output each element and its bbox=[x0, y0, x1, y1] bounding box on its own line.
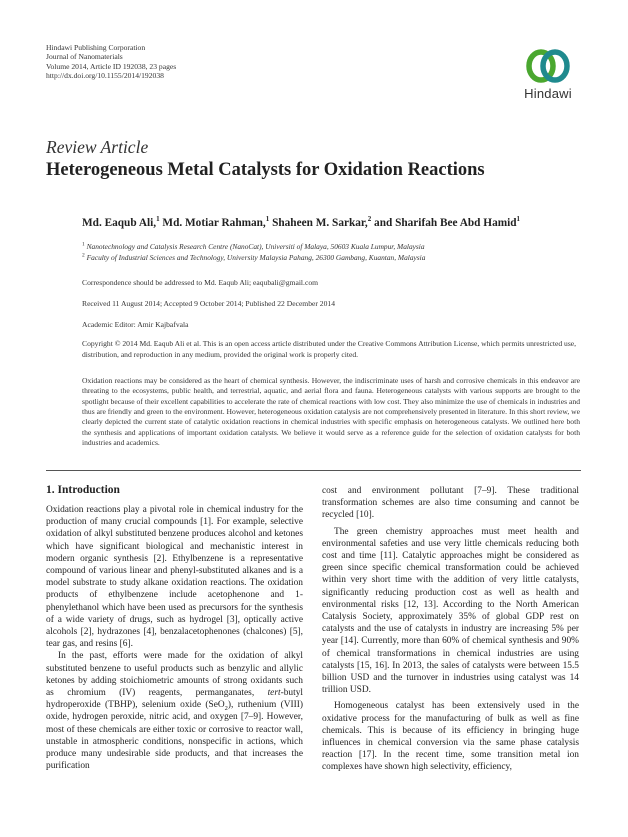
left-column bbox=[46, 504, 303, 772]
affiliation-2 bbox=[82, 252, 425, 263]
article-title: Heterogeneous Metal Catalysts for Oxidation Reactions bbox=[46, 160, 485, 180]
author-affiliation-mark: 2 bbox=[367, 215, 372, 224]
correspondence: Correspondence should be addressed to Md. Eaqub Ali; eaqubali@gmail.com bbox=[82, 278, 319, 287]
affiliations bbox=[82, 241, 425, 263]
affiliation-text: Faculty of Industrial Sciences and Technology, University Malaysia Pahang, 26300 Gambang, Kuantan, Malaysia bbox=[84, 253, 426, 262]
publisher-name: Hindawi Publishing Corporation bbox=[46, 43, 146, 52]
paragraph: cost and environment pollutant [7–9]. These traditional transformation schemes are also time consuming and cannot be recycled [10]. bbox=[322, 486, 579, 521]
article-dates: Received 11 August 2014; Accepted 9 October 2014; Published 22 December 2014 bbox=[82, 299, 335, 308]
author-affiliation-mark: 1 bbox=[265, 215, 270, 224]
right-column bbox=[322, 485, 579, 774]
author-name: Md. Motiar Rahman, bbox=[159, 217, 266, 229]
author-affiliation-mark: 1 bbox=[516, 215, 521, 224]
logo-wordmark: Hindawi bbox=[524, 86, 572, 101]
doi-link[interactable]: http://dx.doi.org/10.1155/2014/192038 bbox=[46, 71, 164, 81]
article-type: Review Article bbox=[46, 137, 149, 157]
affiliation-1 bbox=[82, 241, 425, 252]
journal-name: Journal of Nanomaterials bbox=[46, 52, 123, 62]
affiliation-mark: 2 bbox=[82, 252, 85, 259]
academic-editor: Academic Editor: Amir Kajbafvala bbox=[82, 320, 189, 329]
section-divider bbox=[46, 470, 581, 471]
subscript: 2 bbox=[224, 705, 228, 713]
abstract: Oxidation reactions may be considered as the heart of chemical synthesis. However, the indiscriminate uses of harsh and corrosive chemicals in this endeavor are threating to the ecosystems, public health, and terrestrial, aquatic, and aerial flora and fauna. Heterogeneous catalysts with various supports are brought to the spotlight because of their excellent capabilities to accelerate the rate of chemical reactions with low cost. They also minimize the use of chemicals in industries and thus are friendly and green to the environment. However, heterogeneous oxidation catalysis are not comprehensively presented in literature. In this short review, we clearly depicted the current state of catalytic oxidation reactions in chemical industries with specific emphasis on heterogeneous catalysts. We outlined here both the synthesis and applications of important oxidation catalysts. We believe it would serve as a reference guide for the selection of oxidation catalysts for both industries and academics. bbox=[82, 376, 580, 448]
paragraph bbox=[46, 650, 303, 772]
text-run: In the past, efforts were made for the oxidation of alkyl substituted benzene to useful products such as benzylic and allylic ketones by adding stoichiometric amounts of strong oxidants such as chromium (IV) reagents, permanganates, bbox=[46, 651, 303, 699]
text-run: ), ruthenium (VIII) oxide, hydrogen peroxide, nitric acid, and oxygen [7–9]. However, most of these chemicals are either toxic or corrosive to reactor wall, unstable in atmospheric conditions, nonspecific in actions, which produce many undesirable side products, and that increases the purification bbox=[46, 700, 303, 772]
copyright-notice: Copyright © 2014 Md. Eaqub Ali et al. This is an open access article distributed under the Creative Commons Attribution License, which permits unrestricted use, distribution, and reproduction in any medium, provided the original work is properly cited. bbox=[82, 339, 577, 359]
text-run: -butyl hydroperoxide (TBHP), selenium oxide (SeO bbox=[46, 688, 303, 711]
paragraph: Homogeneous catalyst has been extensively used in the oxidative process for the manufacturing of bulk as well as fine chemicals. This is because of its efficiency in bringing huge influences in chemical conversion via the same phase catalysis reaction [17]. In the recent time, some transition metal ion complexes have shown high selectivity, efficiency, bbox=[322, 701, 579, 773]
author-name: Md. Eaqub Ali, bbox=[82, 217, 157, 229]
section-heading-introduction: 1. Introduction bbox=[46, 484, 120, 496]
author-affiliation-mark: 1 bbox=[156, 215, 160, 224]
text-run-italic: tert bbox=[267, 688, 281, 699]
paragraph: The green chemistry approaches must meet health and environmental safeties and use very little chemicals reducing both cost and time [11]. Catalytic approaches might be considered as green since specific chemical transformation could be achieved within very short time with the addition of very little catalysts, significantly reducing production cost as well as health and environmental risks [12, 13]. According to the North American Catalysis Society, approximately 35% of global GDP rest on catalysts and the use of catalysts in industry are increasing 5% per year [14]. Currently, more than 60% of chemical synthesis and 90% of chemical transformations in chemical industries are using catalysts [15, 16]. In 2013, the sales of catalysts were between 15.5 billion USD and the turnover in industries using catalyst was 14 trillion USD. bbox=[322, 526, 579, 696]
affiliation-text: Nanotechnology and Catalysis Research Centre (NanoCat), Universiti of Malaya, 50603 Kuala Lumpur, Malaysia bbox=[84, 242, 425, 251]
hindawi-logo bbox=[515, 47, 581, 105]
affiliation-mark: 1 bbox=[82, 241, 85, 248]
volume-info: Volume 2014, Article ID 192038, 23 pages bbox=[46, 61, 177, 71]
author-name: Shaheen M. Sarkar, bbox=[269, 217, 368, 229]
author-name: and Sharifah Bee Abd Hamid bbox=[371, 217, 517, 229]
author-list bbox=[82, 217, 520, 229]
hindawi-rings-icon bbox=[525, 47, 571, 85]
paragraph: Oxidation reactions play a pivotal role in chemical industry for the production of many crucial compounds [1]. For example, selective oxidation of alkyl substituted benzene produces alcohol and ketones which have significant biological and mechanistic interest in modern organic synthesis [2]. Ethylbenzene is a representative compound of various linear and phenyl-substituted alkanes and is a model substrate to study alkane oxidation reactions. The oxidation products of ethylbenzene include acetophenone and 1-phenylethanol which have been used as precursors for the synthesis of a wide variety of drugs, such as hydrogel [3], optically active alcohols [2], hydrazones [4], benzalacetophenones (chalcones) [5], tear gas, and resins [6]. bbox=[46, 505, 303, 650]
journal-info bbox=[46, 43, 176, 81]
